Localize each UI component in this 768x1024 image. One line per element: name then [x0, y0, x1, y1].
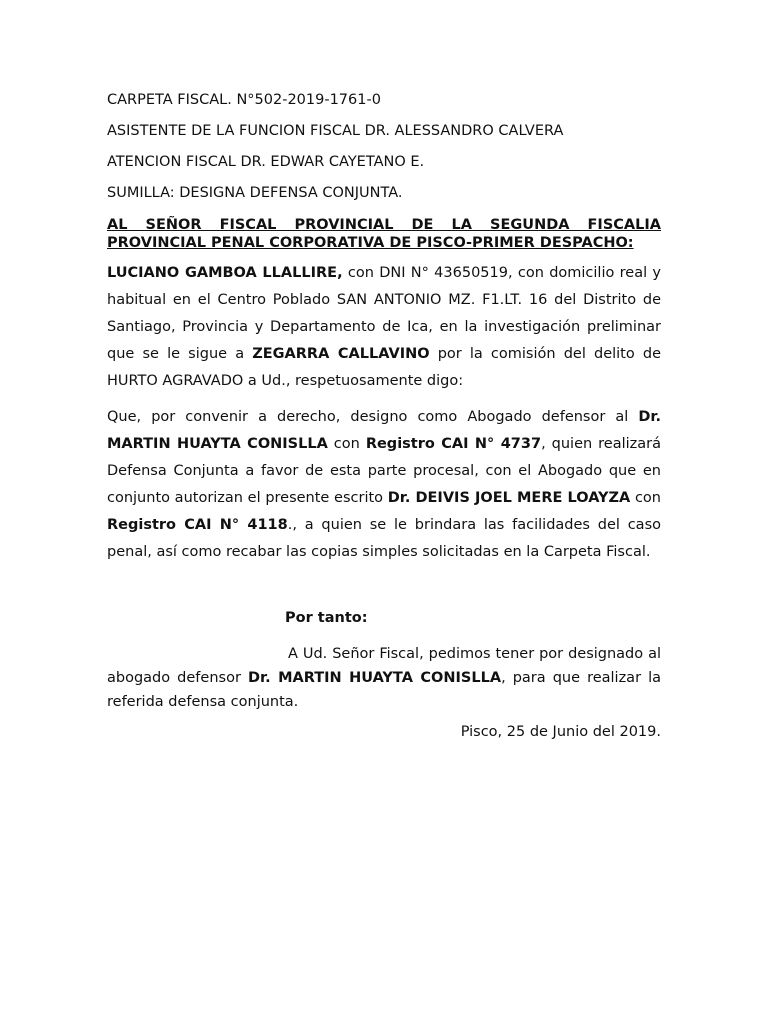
por-tanto-heading: Por tanto:	[285, 610, 368, 626]
asistente-line: ASISTENTE DE LA FUNCION FISCAL DR. ALESSANDRO CALVERA	[107, 123, 564, 139]
sumilla-line: SUMILLA: DESIGNA DEFENSA CONJUNTA.	[107, 185, 403, 201]
registry-2: Registro CAI N° 4118	[107, 517, 288, 533]
closing-text-2: , para que realizar la referida defensa conjunta.	[107, 670, 661, 710]
addressee-heading: AL SEÑOR FISCAL PROVINCIAL DE LA SEGUNDA FISCALIA PROVINCIAL PENAL CORPORATIVA DE PISCO-PRIMER DESPACHO:	[107, 217, 661, 251]
registry-1: Registro CAI N° 4737	[365, 436, 542, 452]
body-text-4: con	[630, 490, 661, 506]
closing-lawyer-name: Dr. MARTIN HUAYTA CONISLLA	[247, 670, 502, 686]
date-line: Pisco, 25 de Junio del 2019.	[460, 724, 661, 740]
intro-text-2: por la comisión del delito de HURTO AGRAVADO a Ud., respetuosamente digo:	[107, 346, 661, 389]
accused-name: ZEGARRA CALLAVINO	[252, 346, 430, 362]
body-text-1: Que, por convenir a derecho, designo como Abogado defensor al	[107, 409, 639, 425]
body-text-2: con	[327, 436, 366, 452]
carpeta-fiscal-line: CARPETA FISCAL. N°502-2019-1761-0	[107, 92, 381, 108]
intro-paragraph	[107, 260, 661, 395]
lawyer-2-name: Dr. DEIVIS JOEL MERE LOAYZA	[387, 490, 631, 506]
lawyer-1-name: Dr. MARTIN HUAYTA CONISLLA	[107, 409, 661, 452]
closing-paragraph	[107, 642, 661, 714]
body-text-3: , quien realizará Defensa Conjunta a favor de esta parte procesal, con el Abogado que en conjunto autorizan el presente escrito	[107, 436, 661, 506]
closing-text-1: A Ud. Señor Fiscal, pedimos tener por designado al abogado defensor	[107, 646, 661, 686]
body-paragraph	[107, 404, 661, 566]
intro-text-1: con DNI N° 43650519, con domicilio real y habitual en el Centro Poblado SAN ANTONIO MZ. F1.LT. 16 del Distrito de Santiago, Provincia y Departamento de Ica, en la investigación preliminar que se le sigue a	[107, 265, 661, 362]
petitioner-name: LUCIANO GAMBOA LLALLIRE,	[107, 265, 343, 281]
atencion-line: ATENCION FISCAL DR. EDWAR CAYETANO E.	[107, 154, 425, 170]
body-text-5: ., a quien se le brindara las facilidades del caso penal, así como recabar las copias simples solicitadas en la Carpeta Fiscal.	[107, 517, 661, 560]
